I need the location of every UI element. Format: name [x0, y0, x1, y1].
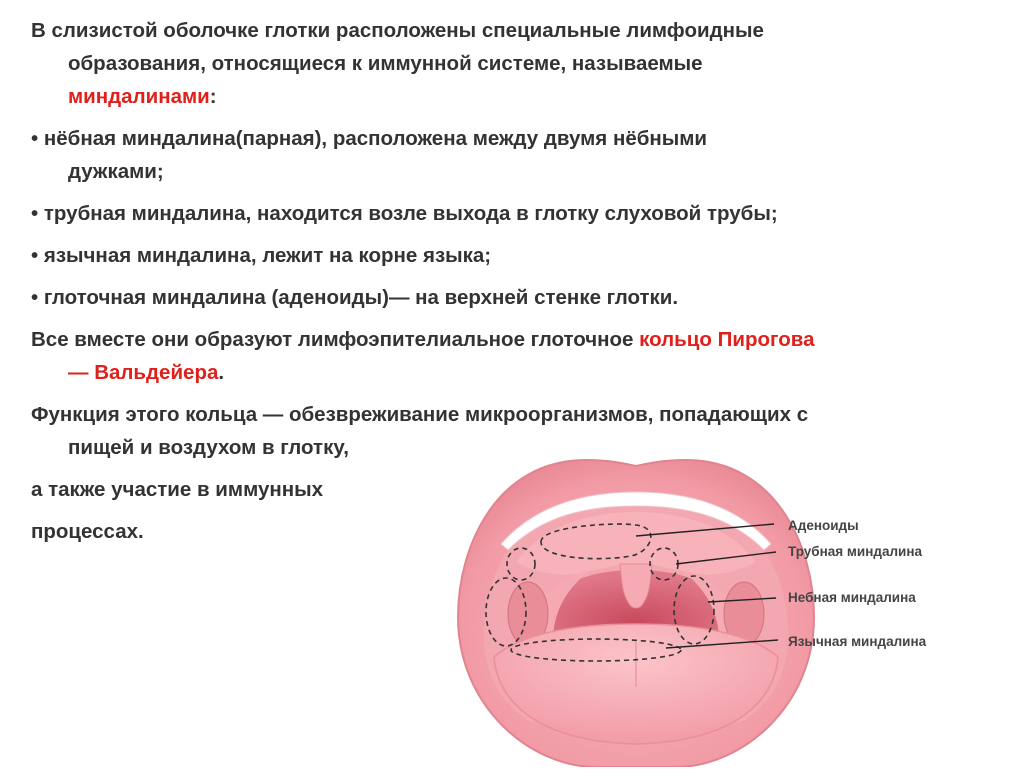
text-line — [31, 356, 1006, 389]
text-segment: процессах. — [31, 520, 144, 543]
text-segment: • нёбная миндалина(парная), расположена между двумя нёбными — [31, 127, 708, 150]
text-line — [31, 281, 1006, 314]
text-line — [31, 239, 1006, 272]
label-palatine-tonsil: Небная миндалина — [788, 590, 916, 605]
text-segment: • трубная миндалина, находится возле выхода в глотку слуховой трубы; — [31, 202, 778, 225]
text-paragraph — [31, 281, 1006, 314]
text-line — [31, 122, 1006, 155]
text-paragraph — [31, 323, 1006, 389]
text-segment: • глоточная миндалина (аденоиды)— на верхней стенке глотки. — [31, 286, 679, 309]
label-lingual-tonsil: Язычная миндалина — [788, 634, 927, 649]
label-adenoids: Аденоиды — [788, 518, 859, 533]
text-segment: • язычная миндалина, лежит на корне языка; — [31, 244, 492, 267]
label-tubal-tonsil: Трубная миндалина — [788, 544, 922, 559]
mouth-illustration — [436, 452, 1024, 767]
text-line — [31, 197, 1006, 230]
mouth-anatomy-diagram — [436, 452, 1024, 767]
text-paragraph — [31, 197, 1006, 230]
text-segment: образования, относящиеся к иммунной системе, называемые — [68, 52, 703, 75]
text-segment: пищей и воздухом в глотку, — [68, 436, 349, 459]
text-segment: В слизистой оболочке глотки расположены специальные лимфоидные — [31, 19, 764, 42]
text-segment: Функция этого кольца — обезвреживание микроорганизмов, попадающих с — [31, 403, 809, 426]
highlighted-term: — Вальдейера — [68, 361, 219, 384]
text-line — [31, 398, 1006, 431]
text-paragraph — [31, 239, 1006, 272]
text-segment: дужками; — [68, 160, 164, 183]
text-line — [31, 323, 1006, 356]
text-segment: а также участие в иммунных — [31, 478, 324, 501]
text-paragraph — [31, 122, 1006, 188]
text-segment: Все вместе они образуют лимфоэпителиальное глоточное — [31, 328, 640, 351]
text-paragraph — [31, 14, 1006, 113]
text-line — [31, 80, 1006, 113]
text-line — [31, 14, 1006, 47]
text-line — [31, 155, 1006, 188]
text-line — [31, 47, 1006, 80]
text-segment: : — [209, 85, 217, 108]
highlighted-term: кольцо Пирогова — [639, 328, 815, 351]
text-segment: . — [218, 361, 225, 384]
highlighted-term: миндалинами — [68, 85, 210, 108]
